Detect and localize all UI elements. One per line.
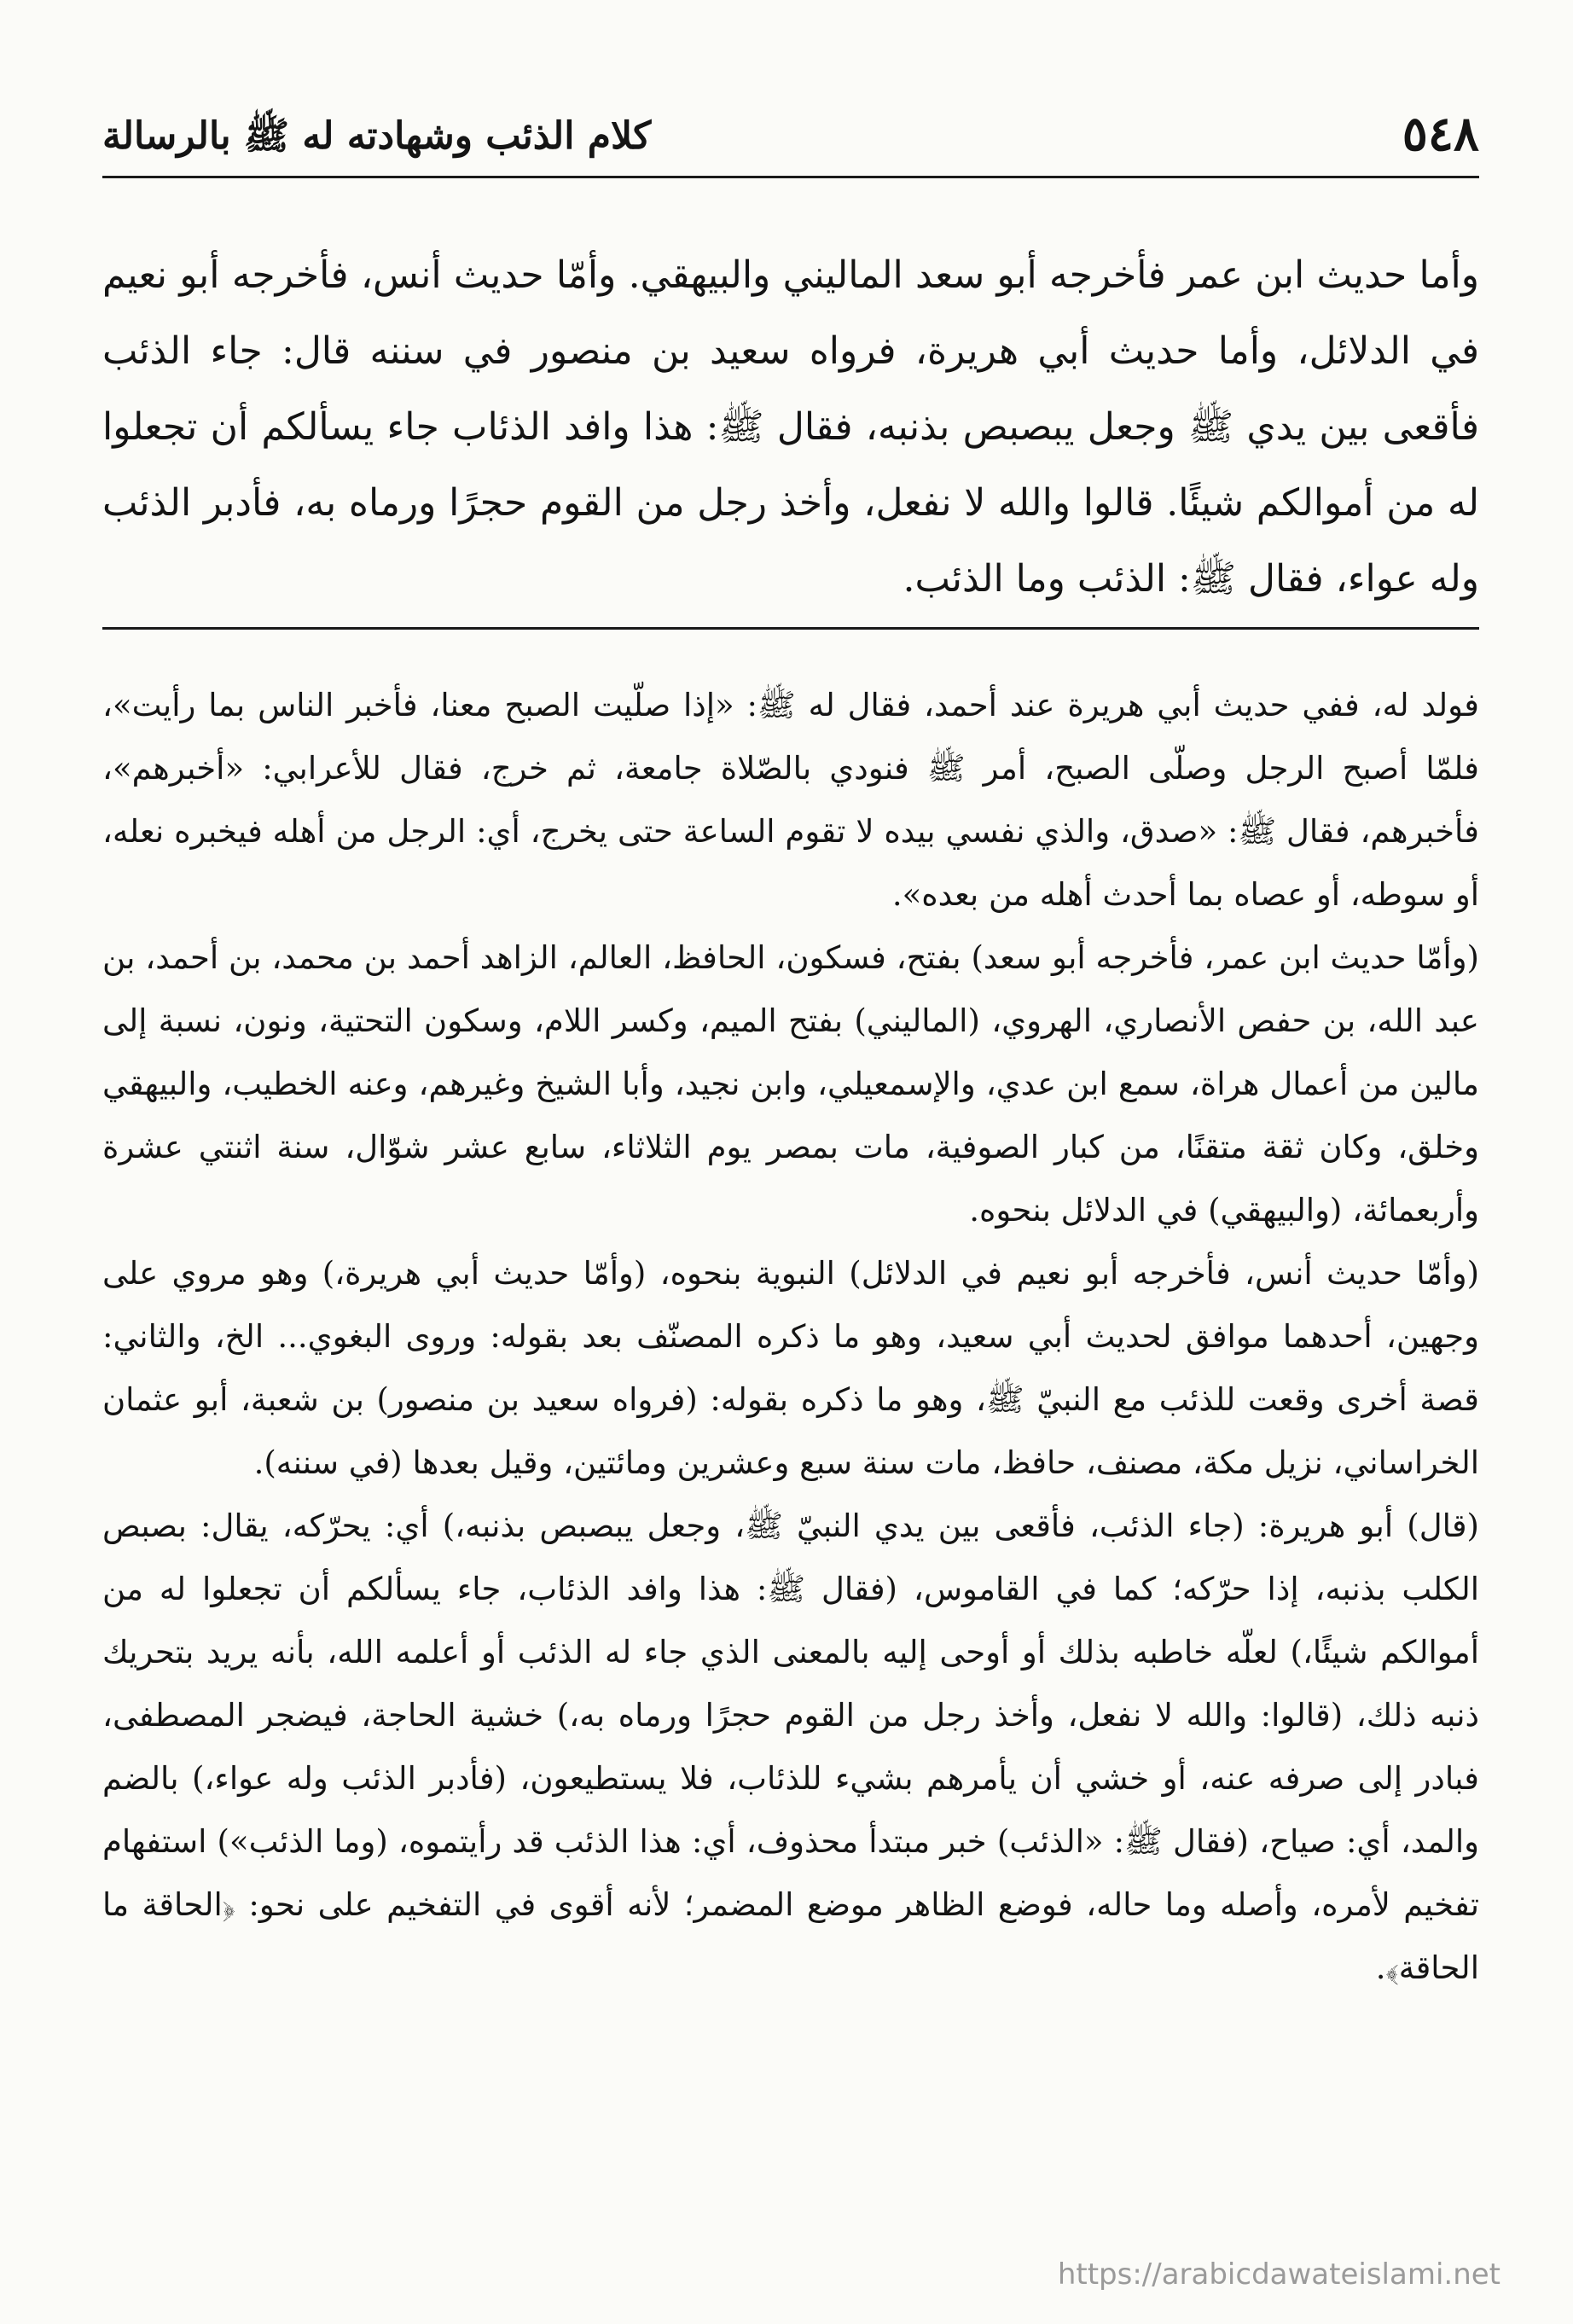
commentary (102, 674, 1479, 2000)
main-text (102, 237, 1479, 617)
commentary-paragraph: (قال) أبو هريرة: (جاء الذئب، فأقعى بين يدي النبيّ ﷺ، وجعل يبصبص بذنبه،) أي: يحرّكه، يقال: بصبص الكلب بذنبه، إذا حرّكه؛ كما في القاموس، (فقال ﷺ: هذا وافد الذئاب، جاء يسألكم أن تجعلوا له من أموالكم شيئًا،) لعلّه خاطبه بذلك أو أوحى إليه بالمعنى الذي جاء له الذئب أو أعلمه الله، بأنه يريد بتحريك ذنبه ذلك، (قالوا: والله لا نفعل، وأخذ رجل من القوم حجرًا ورماه به،) خشية الحاجة، فيضجر المصطفى، فبادر إلى صرفه عنه، أو خشي أن يأمرهم بشيء للذئاب، فلا يستطيعون، (فأدبر الذئب وله عواء،) بالضم والمد، أي: صياح، (فقال ﷺ: «الذئب) خبر مبتدأ محذوف، أي: هذا الذئب قد رأيتموه، (وما الذئب») استفهام تفخيم لأمره، وأصله وما حاله، فوضع الظاهر موضع المضمر؛ لأنه أقوى في التفخيم على نحو: ﴿الحاقة ما الحاقة﴾. (102, 1508, 1479, 1986)
running-title: كلام الذئب وشهادته له ﷺ بالرسالة (102, 114, 652, 158)
commentary-paragraph: (وأمّا حديث أنس، فأخرجه أبو نعيم في الدلائل) النبوية بنحوه، (وأمّا حديث أبي هريرة،) وهو مروي على وجهين، أحدهما موافق لحديث أبي سعيد، وهو ما ذكره المصنّف بعد بقوله: وروى البغوي... الخ، والثاني: قصة أخرى وقعت للذئب مع النبيّ ﷺ، وهو ما ذكره بقوله: (فرواه سعيد بن منصور) بن شعبة، أبو عثمان الخراساني، نزيل مكة، مصنف، حافظ، مات سنة سبع وعشرين ومائتين، وقيل بعدها (في سننه). (102, 1255, 1479, 1481)
commentary-paragraph: فولد له، ففي حديث أبي هريرة عند أحمد، فقال له ﷺ: «إذا صلّيت الصبح معنا، فأخبر الناس بما رأيت»، فلمّا أصبح الرجل وصلّى الصبح، أمر ﷺ فنودي بالصّلاة جامعة، ثم خرج، فقال للأعرابي: «أخبرهم»، فأخبرهم، فقال ﷺ: «صدق، والذي نفسي بيده لا تقوم الساعة حتى يخرج، أي: الرجل من أهله فيخبره نعله، أو سوطه، أو عصاه بما أحدث أهله من بعده». (102, 687, 1479, 913)
commentary-paragraph: (وأمّا حديث ابن عمر، فأخرجه أبو سعد) بفتح، فسكون، الحافظ، العالم، الزاهد أحمد بن محمد، بن أحمد، بن عبد الله، بن حفص الأنصاري، الهروي، (الماليني) بفتح الميم، وكسر اللام، وسكون التحتية، ونون، نسبة إلى مالين من أعمال هراة، سمع ابن عدي، والإسمعيلي، وابن نجيد، وأبا الشيخ وغيرهم، وعنه الخطيب، والبيهقي وخلق، وكان ثقة متقنًا، من كبار الصوفية، مات بمصر يوم الثلاثاء، سابع عشر شوّال، سنة اثنتي عشرة وأربعمائة، (والبيهقي) في الدلائل بنحوه. (102, 939, 1479, 1229)
commentary-divider (102, 627, 1479, 630)
page-header (102, 101, 1479, 169)
watermark-url: https://arabicdawateislami.net (1057, 2257, 1500, 2292)
main-paragraph: وأما حديث ابن عمر فأخرجه أبو سعد الماليني والبيهقي. وأمّا حديث أنس، فأخرجه أبو نعيم في الدلائل، وأما حديث أبي هريرة، فرواه سعيد بن منصور في سننه قال: جاء الذئب فأقعى بين يدي ﷺ وجعل يبصبص بذنبه، فقال ﷺ: هذا وافد الذئاب جاء يسألكم أن تجعلوا له من أموالكم شيئًا. قالوا والله لا نفعل، وأخذ رجل من القوم حجرًا ورماه به، فأدبر الذئب وله عواء، فقال ﷺ: الذئب وما الذئب. (102, 253, 1479, 601)
header-divider (102, 176, 1479, 178)
page-number: ٥٤٨ (1402, 106, 1479, 162)
